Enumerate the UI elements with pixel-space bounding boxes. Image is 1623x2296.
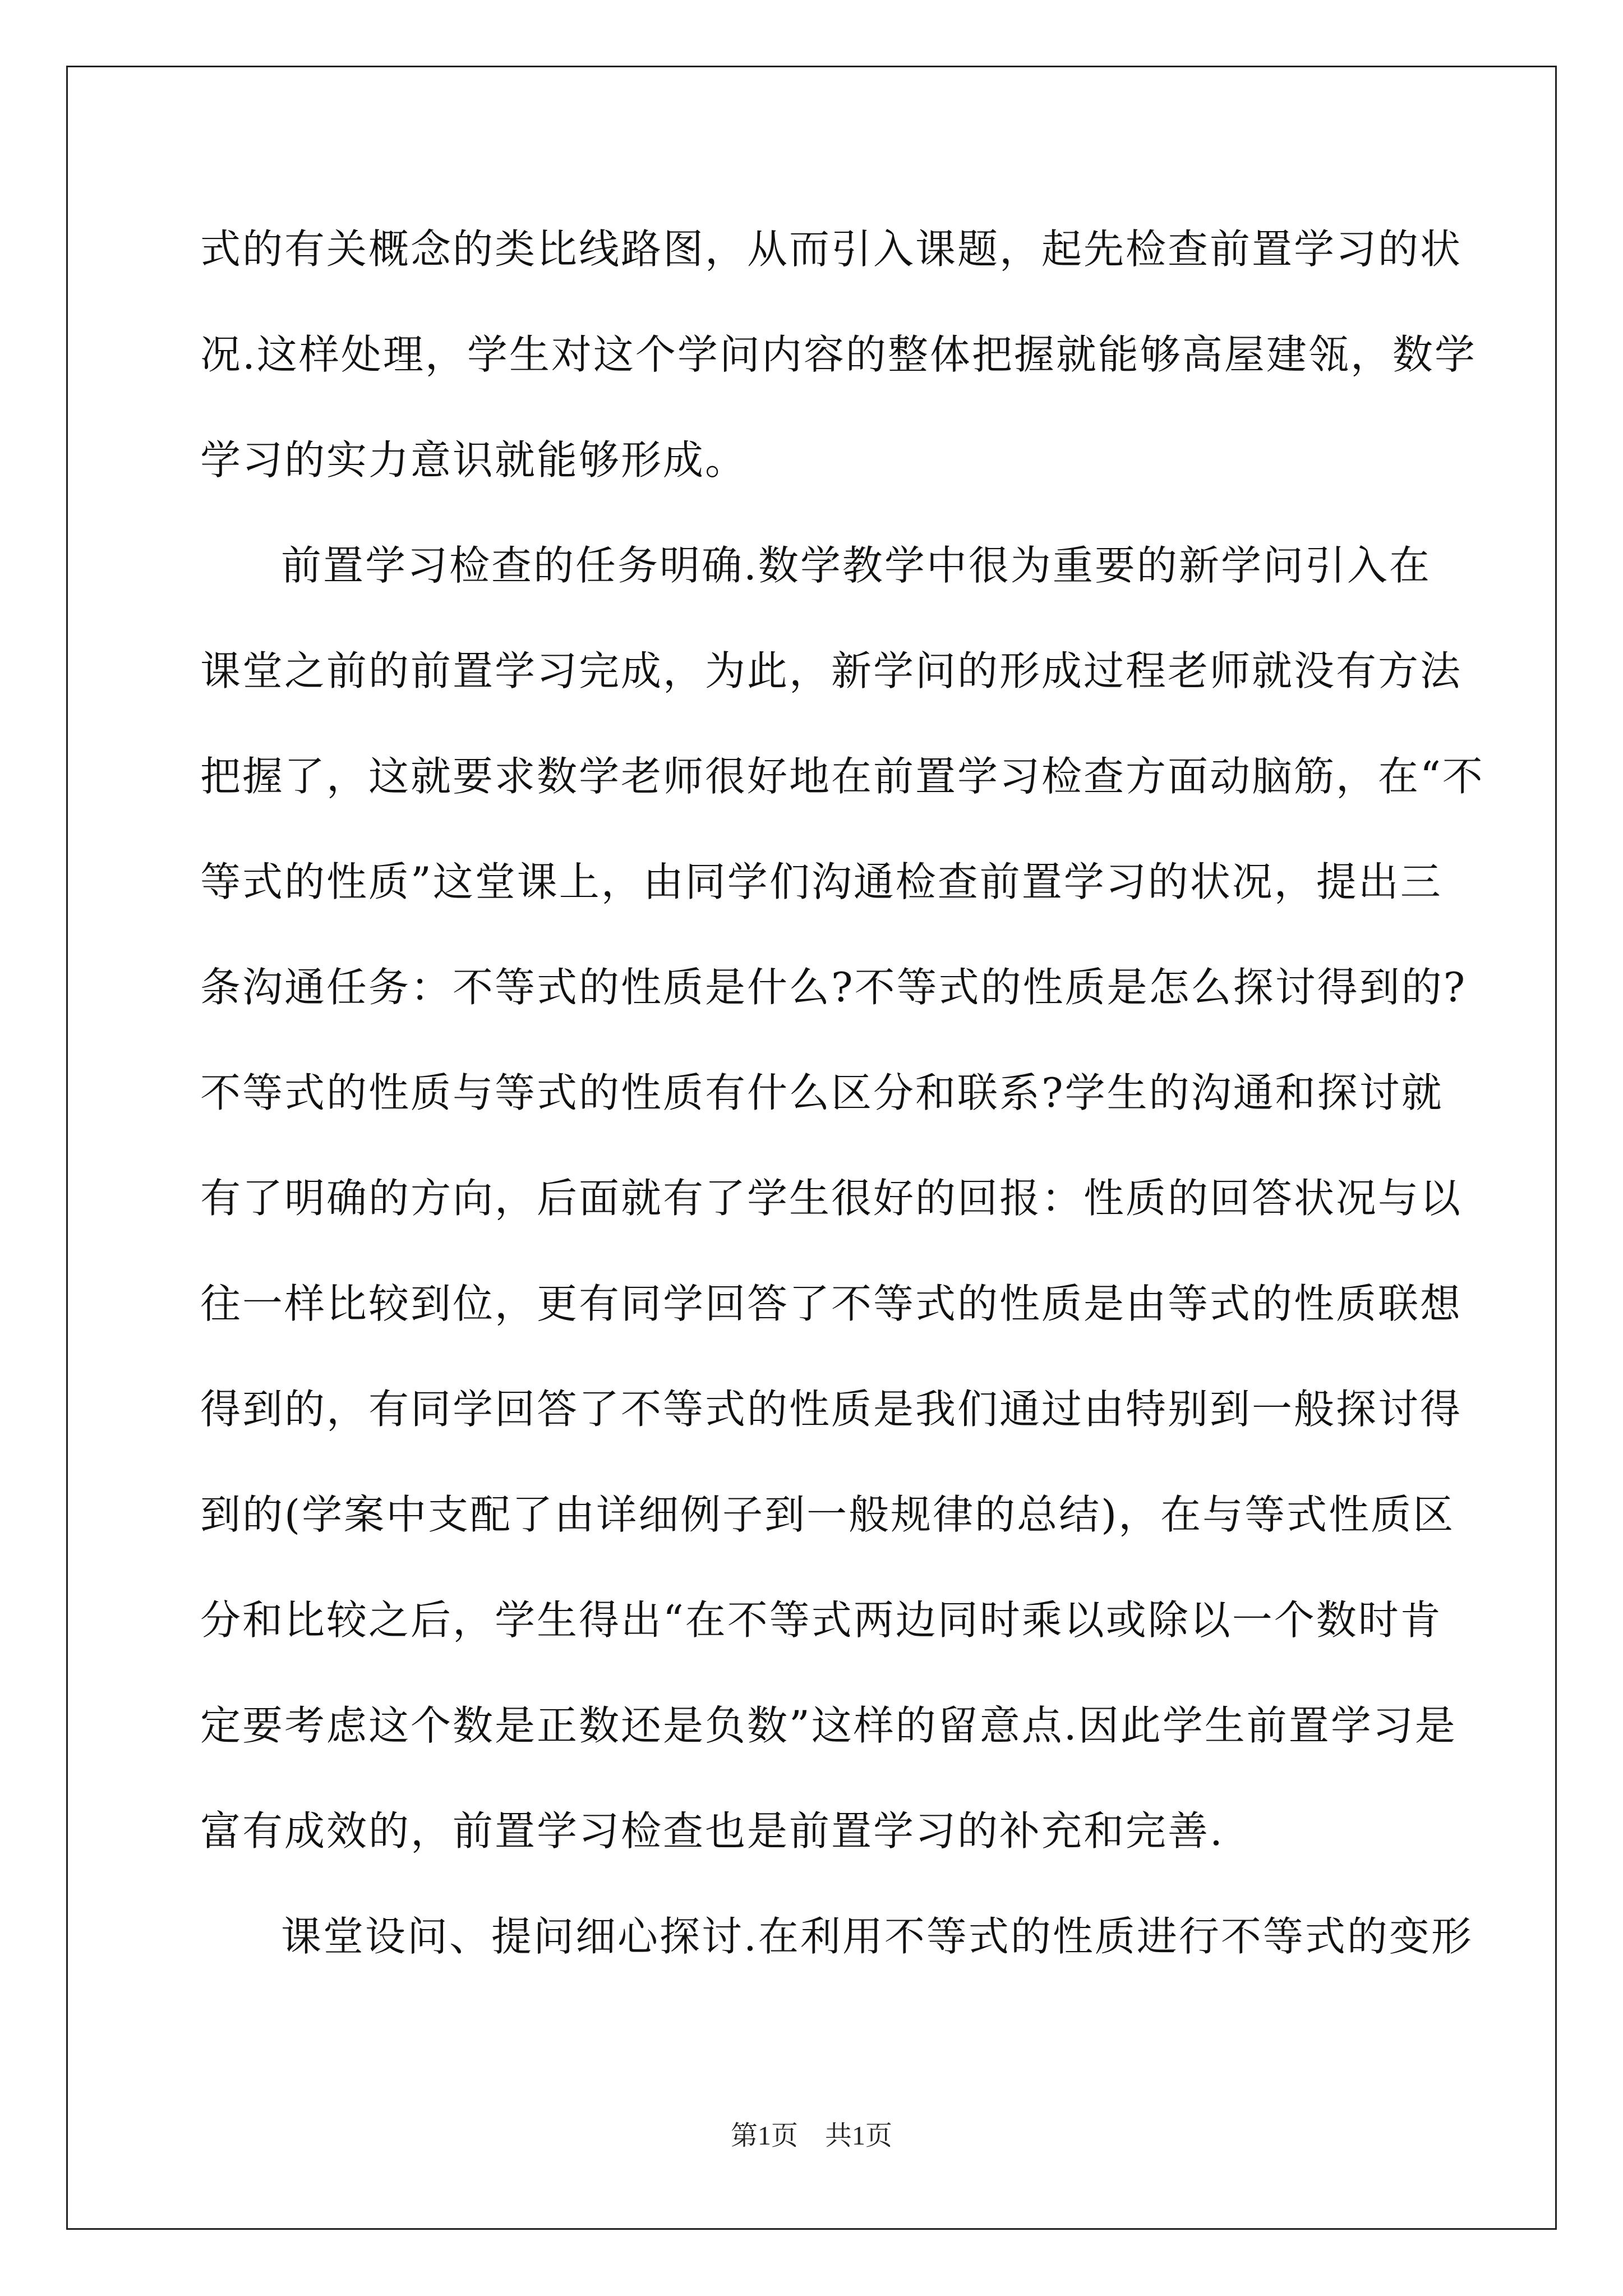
text-line: 课堂之前的前置学习完成，为此，新学问的形成过程老师就没有方法 [200, 647, 1463, 694]
text-line: 等式的性质”这堂课上，由同学们沟通检查前置学习的状况，提出三 [200, 858, 1442, 905]
text-line: 富有成效的，前置学习检查也是前置学习的补充和完善. [200, 1807, 1224, 1855]
text-line: 定要考虑这个数是正数还是负数”这样的留意点.因此学生前置学习是 [200, 1702, 1457, 1749]
text-line: 式的有关概念的类比线路图，从而引入课题，起先检查前置学习的状 [200, 226, 1463, 273]
paragraph-2 [200, 532, 1484, 1903]
text-line: 到的(学案中支配了由详细例子到一般规律的总结)，在与等式性质区 [200, 1491, 1455, 1538]
page-footer: 第1页 共1页 [730, 2121, 892, 2151]
text-line: 学习的实力意识就能够形成。 [200, 436, 748, 484]
text-line: 有了明确的方向，后面就有了学生很好的回报：性质的回答状况与以 [200, 1175, 1463, 1222]
document-body [200, 216, 1484, 2009]
text-line: 前置学习检查的任务明确.数学教学中很为重要的新学问引入在 [281, 542, 1431, 589]
paragraph-1 [200, 216, 1477, 532]
text-line: 条沟通任务：不等式的性质是什么?不等式的性质是怎么探讨得到的? [200, 964, 1467, 1011]
text-line: 往一样比较到位，更有同学回答了不等式的性质是由等式的性质联想 [200, 1280, 1463, 1327]
text-line: 况.这样处理，学生对这个学问内容的整体把握就能够高屋建瓴，数学 [200, 331, 1477, 378]
text-line: 分和比较之后，学生得出“在不等式两边同时乘以或除以一个数时肯 [200, 1596, 1442, 1644]
text-line: 不等式的性质与等式的性质有什么区分和联系?学生的沟通和探讨就 [200, 1069, 1444, 1116]
text-line: 课堂设问、提问细心探讨.在利用不等式的性质进行不等式的变形 [281, 1913, 1473, 1960]
paragraph-3 [200, 1903, 1473, 2009]
text-line: 得到的，有同学回答了不等式的性质是我们通过由特别到一般探讨得 [200, 1386, 1463, 1433]
text-line: 把握了，这就要求数学老师很好地在前置学习检查方面动脑筋，在“不 [200, 753, 1484, 800]
